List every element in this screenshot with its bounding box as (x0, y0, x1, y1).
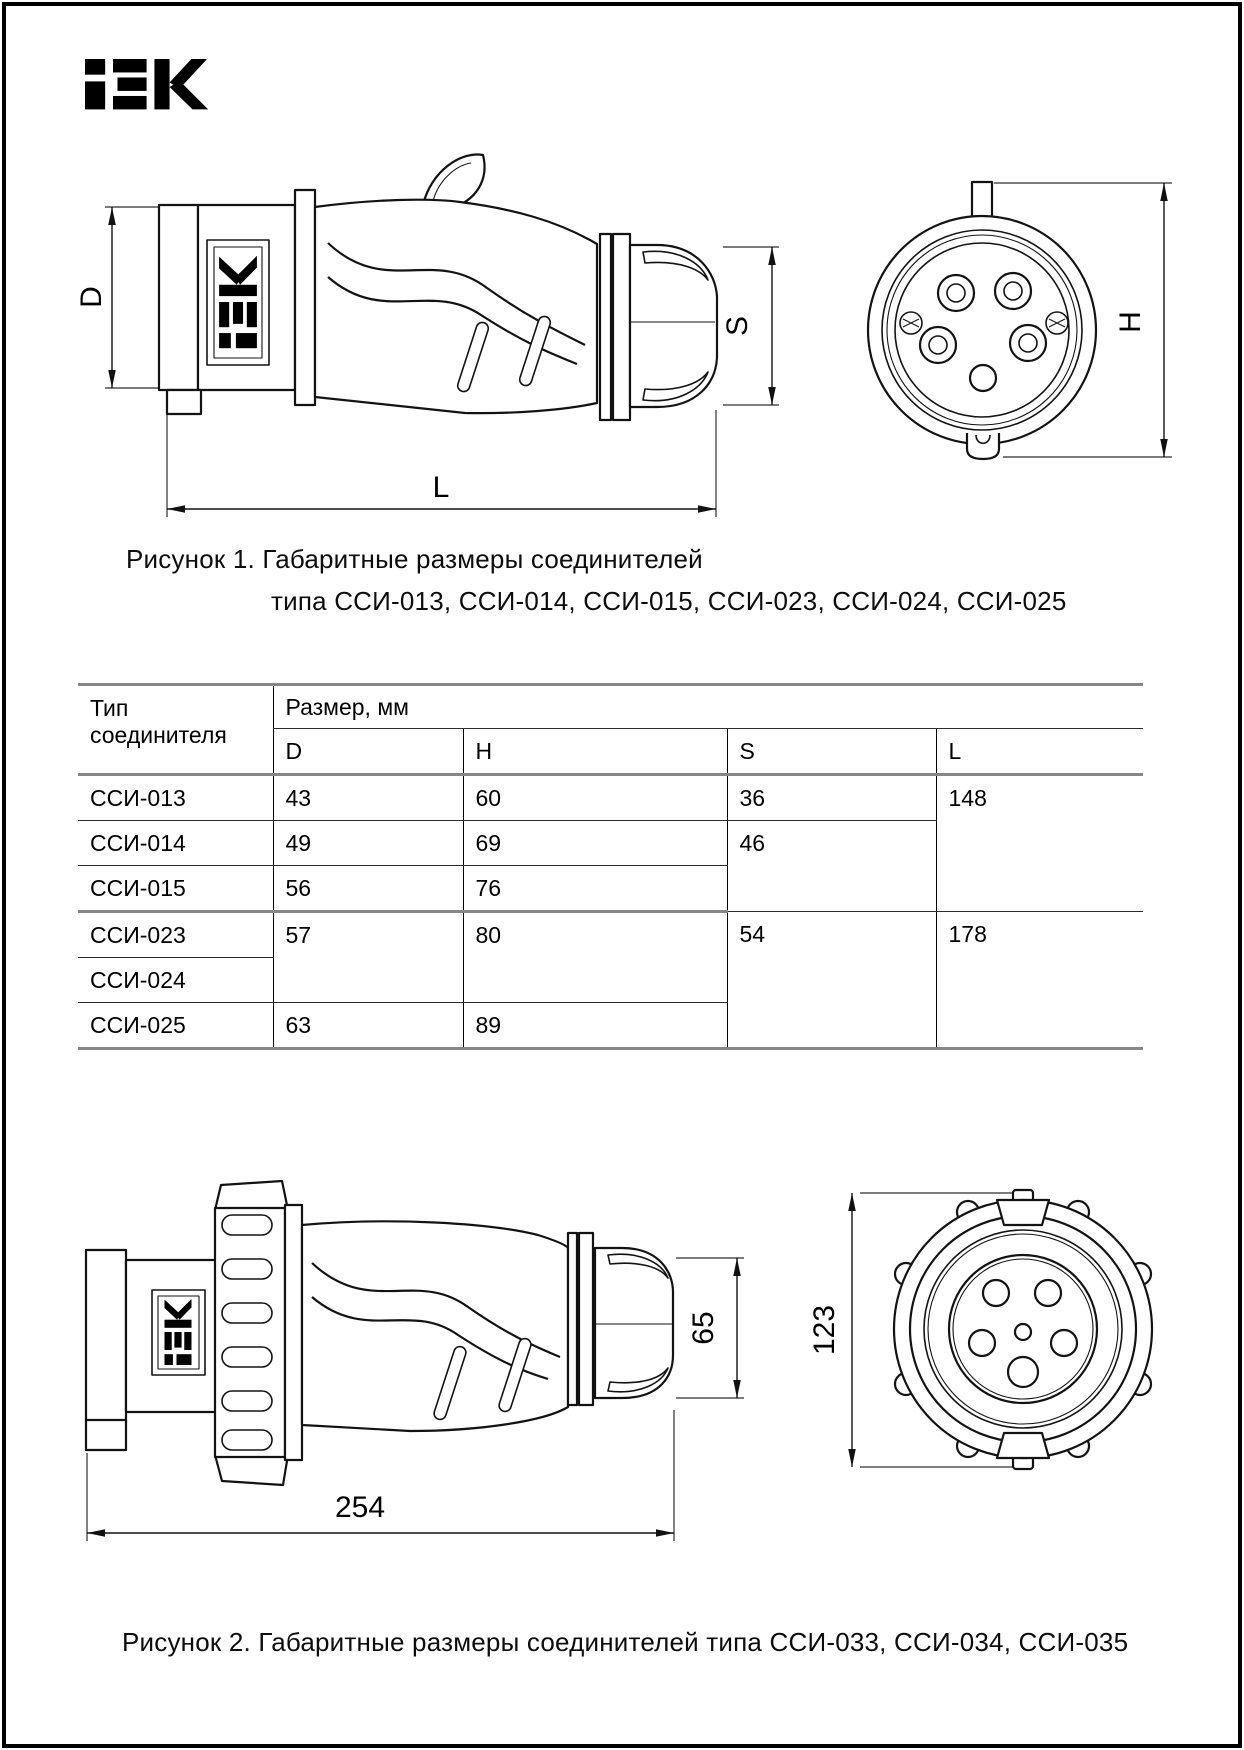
dimension-value-cell: 178 (936, 912, 1143, 1049)
dimension-column-header: S (727, 729, 936, 775)
plug-side-outline (159, 154, 717, 420)
collar-ring (568, 1233, 577, 1405)
table-header-row (78, 685, 1143, 729)
connector-type-cell: ССИ-015 (78, 866, 273, 912)
dimension-column-header: H (463, 729, 727, 775)
dimension-value-cell: 56 (273, 866, 463, 912)
dim-label-s: S (721, 315, 754, 337)
dimension-value-cell: 60 (463, 775, 727, 821)
bottom-keyhole-lug (967, 433, 999, 459)
dim-label-l: L (432, 471, 450, 504)
table-row (78, 912, 1143, 958)
dim-label-123: 123 (808, 1304, 841, 1356)
connector-type-cell: ССИ-013 (78, 775, 273, 821)
connector-type-cell: ССИ-023 (78, 912, 273, 958)
iek-logo (0, 0, 320, 140)
dimension-value-cell: 36 (727, 775, 936, 821)
figure1-side-view-drawing (75, 145, 785, 535)
dimension-value-cell: 57 (273, 912, 463, 1003)
coupling-ring-teeth (215, 1181, 288, 1210)
dim-label-h: H (1114, 311, 1147, 333)
table-row (78, 775, 1143, 821)
plug-side-outline (86, 1181, 673, 1485)
collar-ring (579, 1233, 593, 1405)
figure1-caption-line2: типа ССИ-013, ССИ-014, ССИ-015, ССИ-023, ССИ-024, ССИ-025 (271, 586, 1067, 616)
dimension-column-header: L (936, 729, 1143, 775)
dimension-value-cell: 43 (273, 775, 463, 821)
dim-d-extension-lines (105, 207, 159, 388)
coupling-ring-teeth (215, 1455, 288, 1485)
dim-label-d: D (75, 286, 108, 308)
connector-type-cell: ССИ-025 (90, 1011, 186, 1038)
connector-type-cell: ССИ-014 (78, 821, 273, 866)
dimension-value-cell: 80 (463, 912, 727, 1003)
collar-ring (613, 234, 630, 420)
collar-ring (600, 234, 611, 420)
dimension-value-cell: 54 (727, 912, 936, 1049)
plug-front-outline (894, 1190, 1152, 1469)
socket-front-outline (868, 182, 1096, 459)
dimension-value-cell: 89 (463, 1003, 727, 1049)
dim-label-65: 65 (687, 1311, 720, 1345)
ring-notch (997, 1433, 1049, 1458)
dim-label-254: 254 (334, 1491, 386, 1524)
figure2-caption: Рисунок 2. Габаритные размеры соединителей типа ССИ-033, ССИ-034, ССИ-035 (122, 1627, 1129, 1657)
connector-type-cell: ССИ-024 (78, 958, 273, 1003)
ring-notch (997, 1200, 1049, 1225)
dimension-value-cell: 49 (273, 821, 463, 866)
dimension-value-cell: 148 (936, 775, 1143, 912)
dimension-value-cell: 69 (463, 821, 727, 866)
type-column-header: Тип соединителя (78, 685, 273, 775)
dimension-value-cell: 63 (273, 1003, 463, 1049)
figure1-front-view-drawing (830, 150, 1190, 485)
figure2-front-view-drawing (800, 1175, 1180, 1485)
coupling-ring (215, 1208, 285, 1457)
dimension-column-header: D (273, 729, 463, 775)
dimension-value-cell: 46 (727, 821, 936, 912)
figure2-side-view-drawing (60, 1075, 760, 1555)
dimension-value-cell: 76 (463, 866, 727, 912)
size-group-header: Размер, мм (273, 685, 1143, 729)
dimensions-table (78, 683, 1143, 1050)
figure1-caption-line1: Рисунок 1. Габаритные размеры соединителей (126, 544, 703, 574)
cable-gland (630, 245, 717, 407)
